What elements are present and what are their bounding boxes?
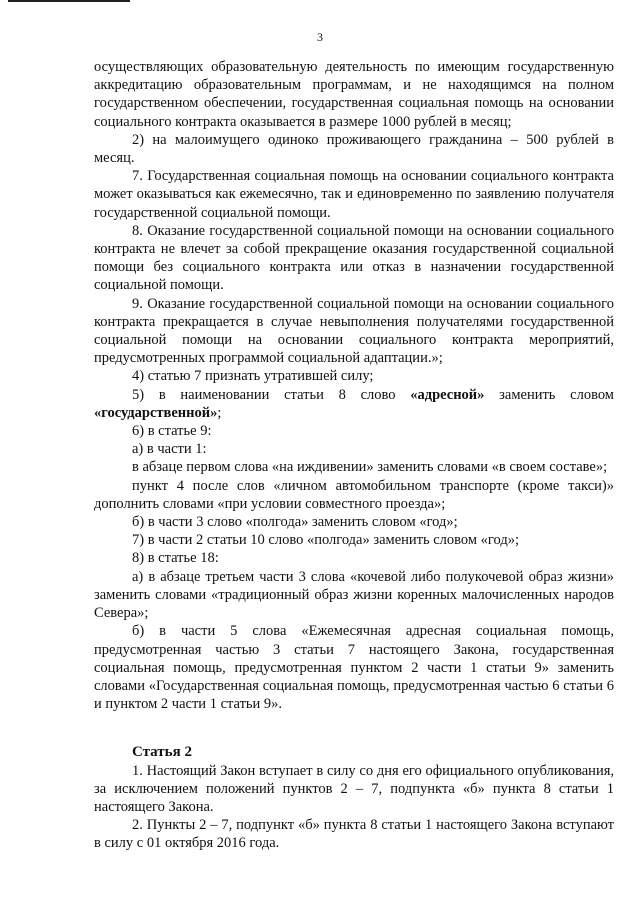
paragraph: б) в части 3 слово «полгода» заменить словом «год»; bbox=[132, 514, 458, 531]
paragraph: а) в абзаце третьем части 3 слова «кочевой либо полукочевой образ жизни» заменить словами «традиционный образ жизни коренных малочисленных народов Севера»; bbox=[94, 568, 614, 622]
bold-term: «государственной» bbox=[94, 404, 218, 421]
paragraph: в абзаце первом слова «на иждивении» заменить словами «в своем составе»; bbox=[132, 459, 608, 476]
paragraph: 9. Оказание государственной социальной помощи на основании социального контракта прекращается в случае невыполнения получателями государственной социальной помощи на основании социального контракта мероприятий, предусмотренных программой социальной адаптации.»; bbox=[94, 295, 614, 367]
paragraph: а) в части 1: bbox=[132, 441, 207, 458]
paragraph: 6) в статье 9: bbox=[132, 423, 212, 440]
paragraph: пункт 4 после слов «личном автомобильном транспорте (кроме такси)» дополнить словами «при условии совместного проезда»; bbox=[94, 477, 614, 512]
text-run: 5) в наименовании статьи 8 слово bbox=[132, 386, 411, 403]
paragraph: 8) в статье 18: bbox=[132, 550, 219, 567]
document-body bbox=[94, 58, 614, 853]
paragraph: 7) в части 2 статьи 10 слово «полгода» заменить словом «год»; bbox=[132, 532, 519, 549]
top-rule bbox=[8, 0, 130, 2]
article-heading: Статья 2 bbox=[132, 744, 192, 761]
paragraph: 7. Государственная социальная помощь на основании социального контракта может оказываться как ежемесячно, так и единовременно по заявлению получателя государственной социальной помощи. bbox=[94, 168, 614, 221]
text-run: заменить словом bbox=[484, 386, 614, 403]
paragraph: осуществляющих образовательную деятельность по имеющим государственную аккредитацию образовательным программам, и не находящимся на полном государственном обеспечении, государственная социальная помощь на основании социального контракта оказывается в размере 1000 рублей в месяц; bbox=[94, 59, 614, 130]
paragraph: 4) статью 7 признать утратившей силу; bbox=[132, 368, 374, 385]
paragraph: б) в части 5 слова «Ежемесячная адресная социальная помощь, предусмотренная частью 3 статьи 7 настоящего Закона, государственная социальная помощь, предусмотренная пунктом 2 части 1 статьи 9» заменить словами «Государственная социальная помощь, предусмотренная частью 6 статьи 6 и пунктом 2 части 1 статьи 9». bbox=[94, 623, 614, 713]
paragraph-naimenovanie bbox=[94, 386, 614, 422]
paragraph: 8. Оказание государственной социальной помощи на основании социального контракта не влечет за собой прекращение оказания государственной социальной помощи без социального контракта или отказ в назначении государственной социальной помощи. bbox=[94, 222, 614, 294]
page-number: 3 bbox=[317, 30, 323, 44]
paragraph: 1. Настоящий Закон вступает в силу со дня его официального опубликования, за исключением положений пунктов 2 – 7, подпункта «б» пункта 8 статьи 1 настоящего Закона. bbox=[94, 762, 614, 815]
text-run: ; bbox=[217, 404, 222, 421]
paragraph: 2) на малоимущего одиноко проживающего гражданина – 500 рублей в месяц. bbox=[94, 131, 614, 167]
paragraph: 2. Пункты 2 – 7, подпункт «б» пункта 8 статьи 1 настоящего Закона вступают в силу с 01 октября 2016 года. bbox=[94, 817, 614, 852]
bold-term: «адресной» bbox=[410, 386, 485, 403]
